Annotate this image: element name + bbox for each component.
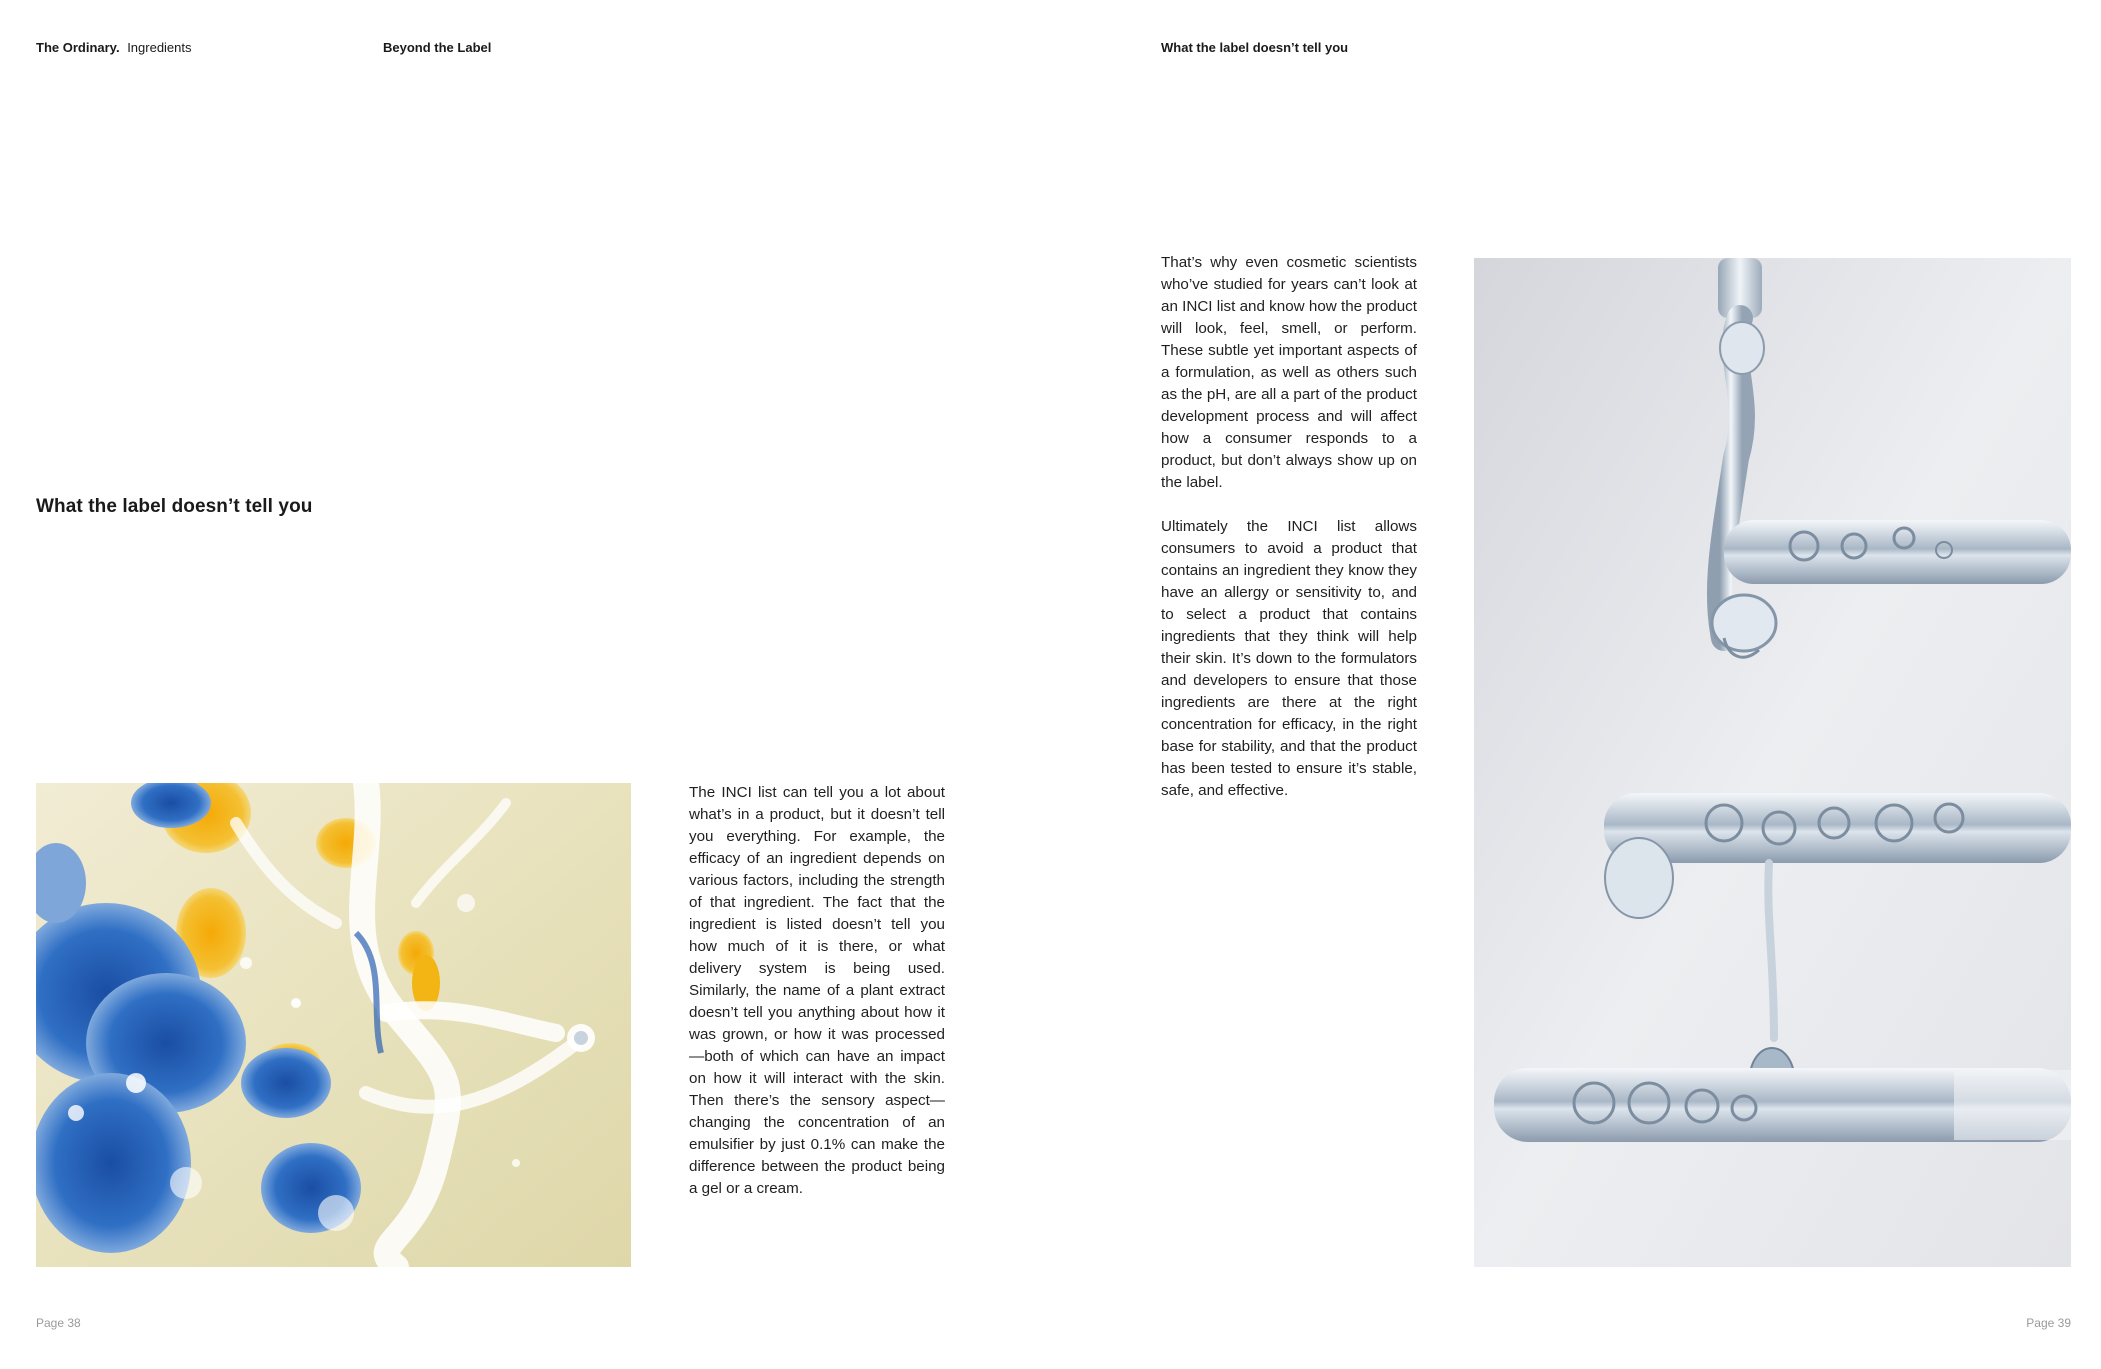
gel-texture-illustration bbox=[36, 783, 631, 1267]
right-body-paragraph-1: That’s why even cosmetic scientists who’ve studied for years can’t look at an INCI list and know how the product will look, feel, smell, or perform. These subtle yet important aspects of a formulation, as well as others such as the pH, are all a part of the product development process and will affect how a consumer responds to a product, but don’t always show up on the label. bbox=[1161, 254, 1417, 491]
section-heading: What the label doesn’t tell you bbox=[36, 496, 313, 517]
right-page-number: Page 39 bbox=[2026, 1316, 2071, 1330]
pipettes-illustration bbox=[1474, 258, 2071, 1267]
left-body-paragraph: The INCI list can tell you a lot about what’s in a product, but it doesn’t tell you everything. For example, the efficacy of an ingredient depends on various factors, including the strength of that ingredient. The fact that the ingredient is listed doesn’t tell you how much of it is there, or what delivery system is being used. Similarly, the name of a plant extract doesn’t tell you anything about how it was grown, or how it was processed—both of which can have an impact on how it will interact with the skin. Then there’s the sensory aspect—changing the concentration of an emulsifier by just 0.1% can make the difference between the product being a gel or a cream. bbox=[689, 784, 945, 1197]
header-section: Ingredients bbox=[127, 40, 192, 55]
pipettes-image bbox=[1474, 258, 2071, 1267]
left-page-number: Page 38 bbox=[36, 1316, 81, 1330]
gel-texture-image bbox=[36, 783, 631, 1267]
right-body-paragraph-2: Ultimately the INCI list allows consumers to avoid a product that contains an ingredient they know they have an allergy or sensitivity to, and to select a product that contains ingredients that they think will help their skin. It’s down to the formulators and developers to ensure that those ingredients are there at the right concentration for efficacy, in the right base for stability, and that the product has been tested to ensure it’s stable, safe, and effective. bbox=[1161, 518, 1417, 799]
right-page-title: What the label doesn’t tell you bbox=[1161, 40, 1349, 55]
right-body-column bbox=[1161, 252, 1417, 802]
header-brand-group bbox=[36, 40, 192, 56]
left-page-title: Beyond the Label bbox=[383, 40, 492, 55]
brand-name: The Ordinary. bbox=[36, 40, 120, 55]
